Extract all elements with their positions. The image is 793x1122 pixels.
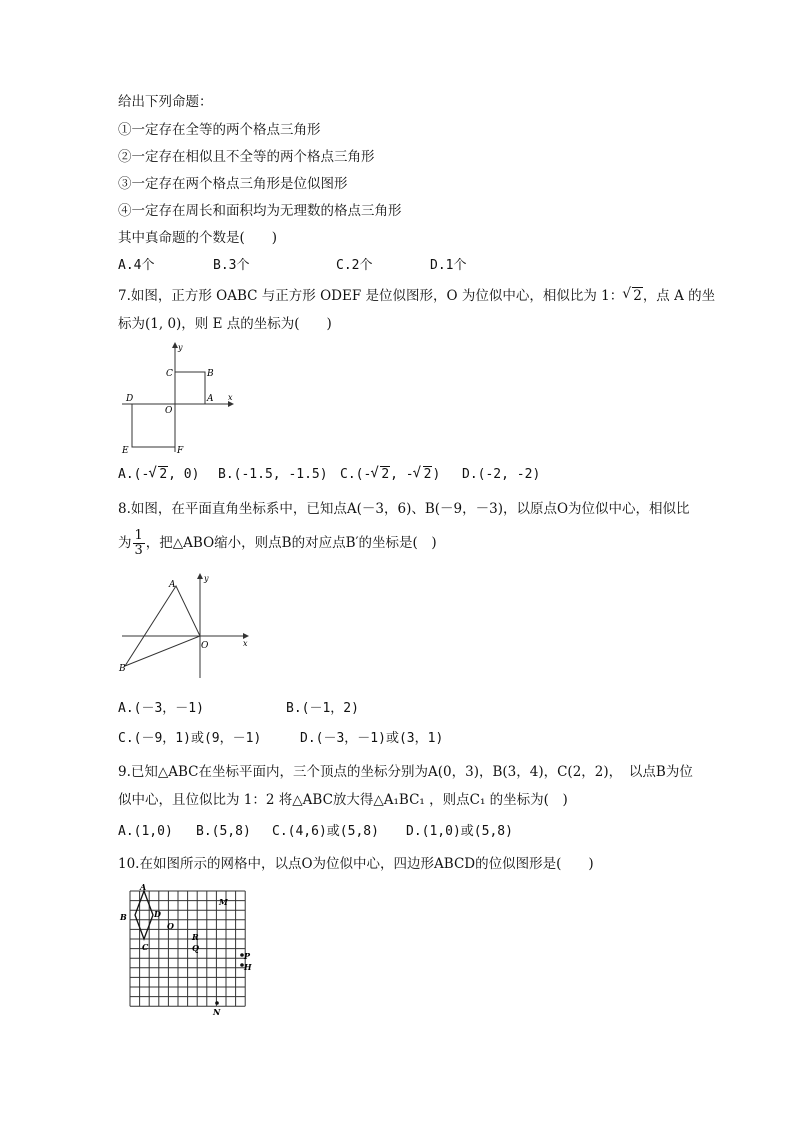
- q7-label-x: x: [228, 393, 233, 402]
- q10-label-p: P: [244, 951, 251, 961]
- q7-label-c: C: [166, 369, 173, 379]
- q7-label-o: O: [165, 406, 173, 416]
- proposition-2: ②一定存在相似且不全等的两个格点三角形: [118, 149, 375, 165]
- intro-option-a: A.4个: [118, 258, 155, 273]
- q10-label-o: O: [167, 921, 174, 931]
- q7-sqrt: √ 2: [623, 287, 643, 305]
- q9-line-2: 似中心，且位似比为 1：2 将△ABC放大得△A₁BC₁ ，则点C₁ 的坐标为( ): [118, 792, 568, 808]
- intro-option-d: D.1个: [430, 258, 467, 273]
- q10-label-b: B: [120, 912, 127, 922]
- q8-label-x: x: [243, 639, 248, 648]
- intro-option-c: C.2个: [336, 258, 373, 273]
- q7-option-a: A.(-√ 2, 0): [118, 466, 199, 484]
- q7-label-a: A: [207, 394, 214, 404]
- q9-option-c: C.(4,6)或(5,8): [272, 824, 379, 839]
- q8-label-a: A: [169, 580, 176, 590]
- q8-line-1: 8.如图，在平面直角坐标系中，已知点A(－3，6)、B(－9，－3)，以原点O为位似中心，相似比: [118, 501, 690, 517]
- q8-option-a: A.(－3，－1): [118, 701, 204, 716]
- q7-option-c: C.(-√ 2, -√ 2): [340, 466, 440, 484]
- q10-line-1: 10.在如图所示的网格中，以点O为位似中心，四边形ABCD的位似图形是( ): [118, 856, 594, 872]
- q7-option-b: B.(-1.5, -1.5): [218, 467, 328, 482]
- proposition-4: ④一定存在周长和面积均为无理数的格点三角形: [118, 203, 402, 219]
- q10-label-a: A: [140, 884, 147, 892]
- q10-label-m: M: [219, 897, 228, 907]
- proposition-3: ③一定存在两个格点三角形是位似图形: [118, 176, 348, 192]
- q7-label-d: D: [126, 394, 134, 404]
- q9-option-a: A.(1,0): [118, 824, 173, 839]
- q9-line-1: 9.已知△ABC在坐标平面内，三个顶点的坐标分别为A(0，3)，B(3，4)，C(2，2)， 以点B为位: [118, 764, 693, 780]
- q9-option-d: D.(1,0)或(5,8): [406, 824, 513, 839]
- q7-label-f: F: [177, 446, 184, 455]
- q10-label-q: Q: [192, 943, 199, 953]
- q10-grid-figure: [116, 884, 256, 1016]
- q8-label-b: B: [119, 664, 126, 674]
- q7-figure: [118, 340, 238, 455]
- q9-option-b: B.(5,8): [196, 824, 251, 839]
- q10-label-d: D: [154, 909, 161, 919]
- q7-label-b: B: [207, 369, 214, 379]
- q10-label-h: H: [244, 962, 252, 972]
- q8-option-c: C.(－9，1)或(9，－1): [118, 731, 262, 746]
- q10-label-r: R: [192, 932, 199, 942]
- q7-option-d: D.(-2, -2): [462, 467, 541, 482]
- q7-line-2: 标为(1, 0)，则 E 点的坐标为( ): [118, 316, 332, 332]
- q8-line-2: 为 $\frac{1}{3}$ ，把△ABO缩小，则点B的对应点B′的坐标是( ): [118, 528, 437, 558]
- proposition-1: ①一定存在全等的两个格点三角形: [118, 122, 321, 138]
- intro-question: 其中真命题的个数是( ): [118, 230, 278, 246]
- q8-fraction: $\frac{1}{3}$: [134, 528, 143, 558]
- q8-label-y: y: [204, 574, 209, 583]
- q8-option-b: B.(－1，2): [286, 701, 359, 716]
- q7-label-y: y: [178, 343, 183, 352]
- intro-heading: 给出下列命题：: [118, 94, 213, 110]
- q8-option-d: D.(－3，－1)或(3，1): [300, 731, 444, 746]
- q7-line-1: 7.如图，正方形 OABC 与正方形 ODEF 是位似图形，O 为位似中心，相似比为 1：√ 2，点 A 的坐: [118, 287, 715, 305]
- q10-label-c: C: [142, 942, 149, 952]
- q8-label-o: O: [201, 641, 209, 651]
- q8-figure: [118, 570, 258, 682]
- q10-label-n: N: [213, 1007, 221, 1016]
- intro-option-b: B.3个: [213, 258, 250, 273]
- q7-label-e: E: [122, 446, 129, 455]
